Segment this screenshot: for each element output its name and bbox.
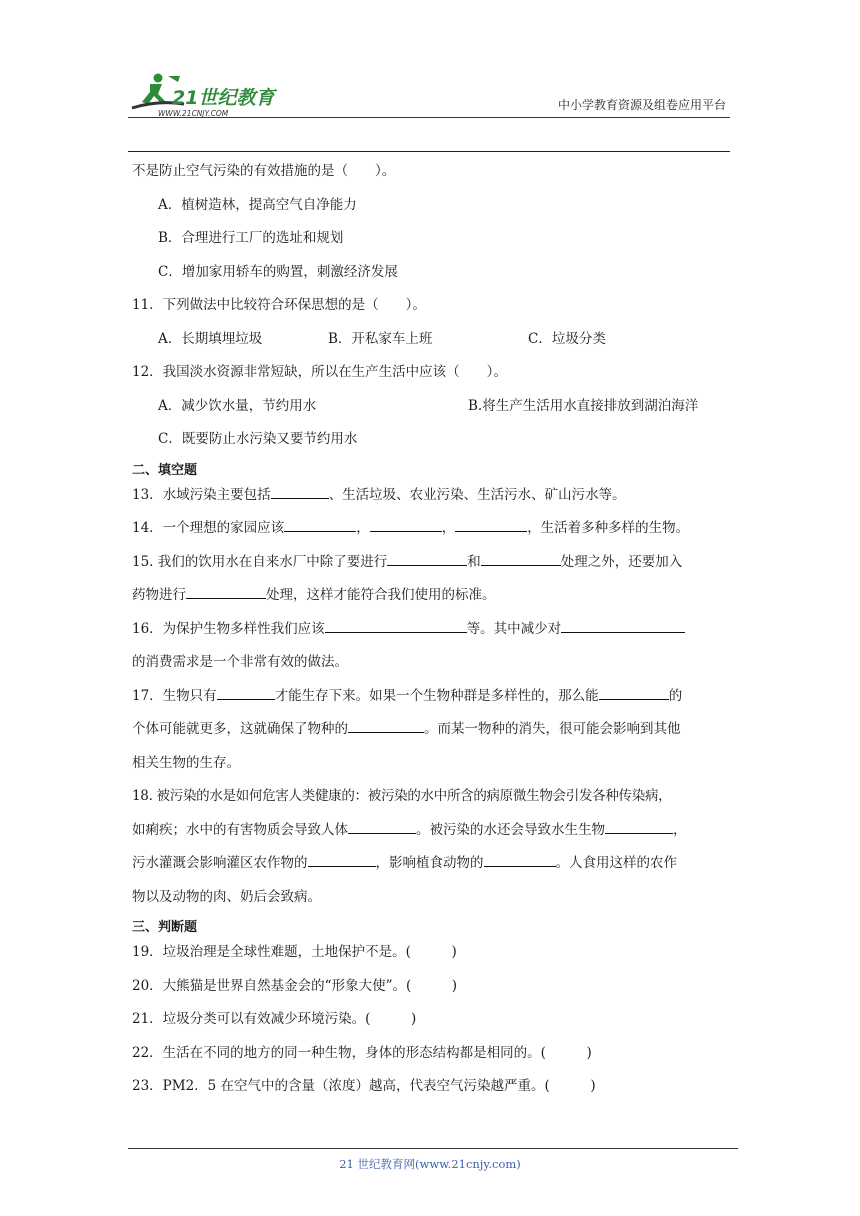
footer-rule <box>128 1148 738 1149</box>
q18-line-3: 污水灌溉会影响灌区农作物的 ，影响植食动物的 。人食用这样的农作 <box>132 850 732 884</box>
page-header <box>128 66 730 118</box>
q10-option-c: C．增加家用轿车的购置，刺激经济发展 <box>158 263 398 280</box>
q15-line-1: 15. 我们的饮用水在自来水厂中除了要进行 和 处理之外，还要加入 <box>132 549 732 583</box>
q16-line-1: 16．为保护生物多样性我们应该 等。其中减少对 <box>132 616 732 650</box>
answer-blank[interactable] <box>605 819 673 834</box>
q14: 14．一个理想的家园应该 ， ， ，生活着多种多样的生物。 <box>132 515 732 549</box>
answer-blank[interactable] <box>481 551 561 566</box>
section-true-false: 三、判断题 <box>132 920 198 935</box>
q20: 20．大熊猫是世界自然基金会的“形象大使”。( ) <box>132 977 458 994</box>
q11-option-c: C．垃圾分类 <box>528 330 606 347</box>
q13: 13．水域污染主要包括 、生活垃圾、农业污染、生活污水、矿山污水等。 <box>132 482 732 516</box>
q18-line-1: 18. 被污染的水是如何危害人类健康的：被污染的水中所含的病原微生物会引发各种传染病， <box>132 788 672 804</box>
section-fill-blank: 二、填空题 <box>132 462 198 478</box>
q11-stem: 11．下列做法中比较符合环保思想的是（ ）。 <box>132 297 426 313</box>
q10-option-a: A．植树造林，提高空气自净能力 <box>158 196 357 213</box>
q12-stem: 12．我国淡水资源非常短缺，所以在生产生活中应该（ ）。 <box>132 364 507 380</box>
svg-text:21世纪教育: 21世纪教育 <box>172 87 275 109</box>
footer-link[interactable]: 21 世纪教育网(www.21cnjy.com) <box>339 1157 521 1171</box>
q18-line-4: 物以及动物的肉、奶后会致病。 <box>132 888 321 905</box>
q19: 19．垃圾治理是全球性难题，土地保护不是。( ) <box>132 944 457 960</box>
q11-option-b: B．开私家车上班 <box>328 330 433 347</box>
q17-line-3: 相关生物的生存。 <box>132 754 240 771</box>
answer-blank[interactable] <box>599 685 669 700</box>
answer-blank[interactable] <box>348 819 416 834</box>
answer-blank[interactable] <box>561 618 685 633</box>
q10-stem: 不是防止空气污染的有效措施的是（ ）。 <box>132 163 396 179</box>
answer-blank[interactable] <box>271 484 329 499</box>
header-rule <box>128 117 730 118</box>
answer-blank[interactable] <box>370 517 442 532</box>
q22: 22．生活在不同的地方的同一种生物，身体的形态结构都是相同的。( ) <box>132 1044 592 1061</box>
q23: 23．PM2．5 在空气中的含量（浓度）越高，代表空气污染越严重。( ) <box>132 1078 596 1094</box>
q11-options <box>132 326 732 360</box>
q18-line-2: 如痢疾；水中的有害物质会导致人体 。被污染的水还会导致水生生物 ， <box>132 817 732 851</box>
answer-blank[interactable] <box>186 584 266 599</box>
q12-option-b: B.将生产生活用水直接排放到湖泊海洋 <box>468 397 699 414</box>
logo-21cnjy <box>128 70 298 118</box>
q11-option-a: A．长期填埋垃圾 <box>158 330 263 347</box>
q12-option-c: C．既要防止水污染又要节约用水 <box>158 431 358 447</box>
platform-name: 中小学教育资源及组卷应用平台 <box>557 98 726 112</box>
q16-line-2: 的消费需求是一个非常有效的做法。 <box>132 654 348 670</box>
answer-blank[interactable] <box>484 852 556 867</box>
q10-option-b: B．合理进行工厂的选址和规划 <box>158 230 344 246</box>
answer-blank[interactable] <box>308 852 376 867</box>
svg-text:WWW.21CNJY.COM: WWW.21CNJY.COM <box>158 109 229 118</box>
answer-blank[interactable] <box>325 618 467 633</box>
q15-line-2: 药物进行 处理，这样才能符合我们使用的标准。 <box>132 582 732 616</box>
q17-line-1: 17．生物只有 才能生存下来。如果一个生物种群是多样性的，那么能 的 <box>132 683 732 717</box>
answer-blank[interactable] <box>455 517 527 532</box>
answer-blank[interactable] <box>387 551 467 566</box>
q12-option-a: A．减少饮水量，节约用水 <box>158 397 317 414</box>
answer-blank[interactable] <box>217 685 275 700</box>
question-content <box>132 158 732 1107</box>
q12-options-ab <box>132 393 732 427</box>
q21: 21．垃圾分类可以有效减少环境污染。( ) <box>132 1011 417 1027</box>
answer-blank[interactable] <box>284 517 356 532</box>
answer-blank[interactable] <box>348 718 424 733</box>
content-rule <box>128 151 730 152</box>
q17-line-2: 个体可能就更多，这就确保了物种的 。而某一物种的消失，很可能会影响到其他 <box>132 716 732 750</box>
